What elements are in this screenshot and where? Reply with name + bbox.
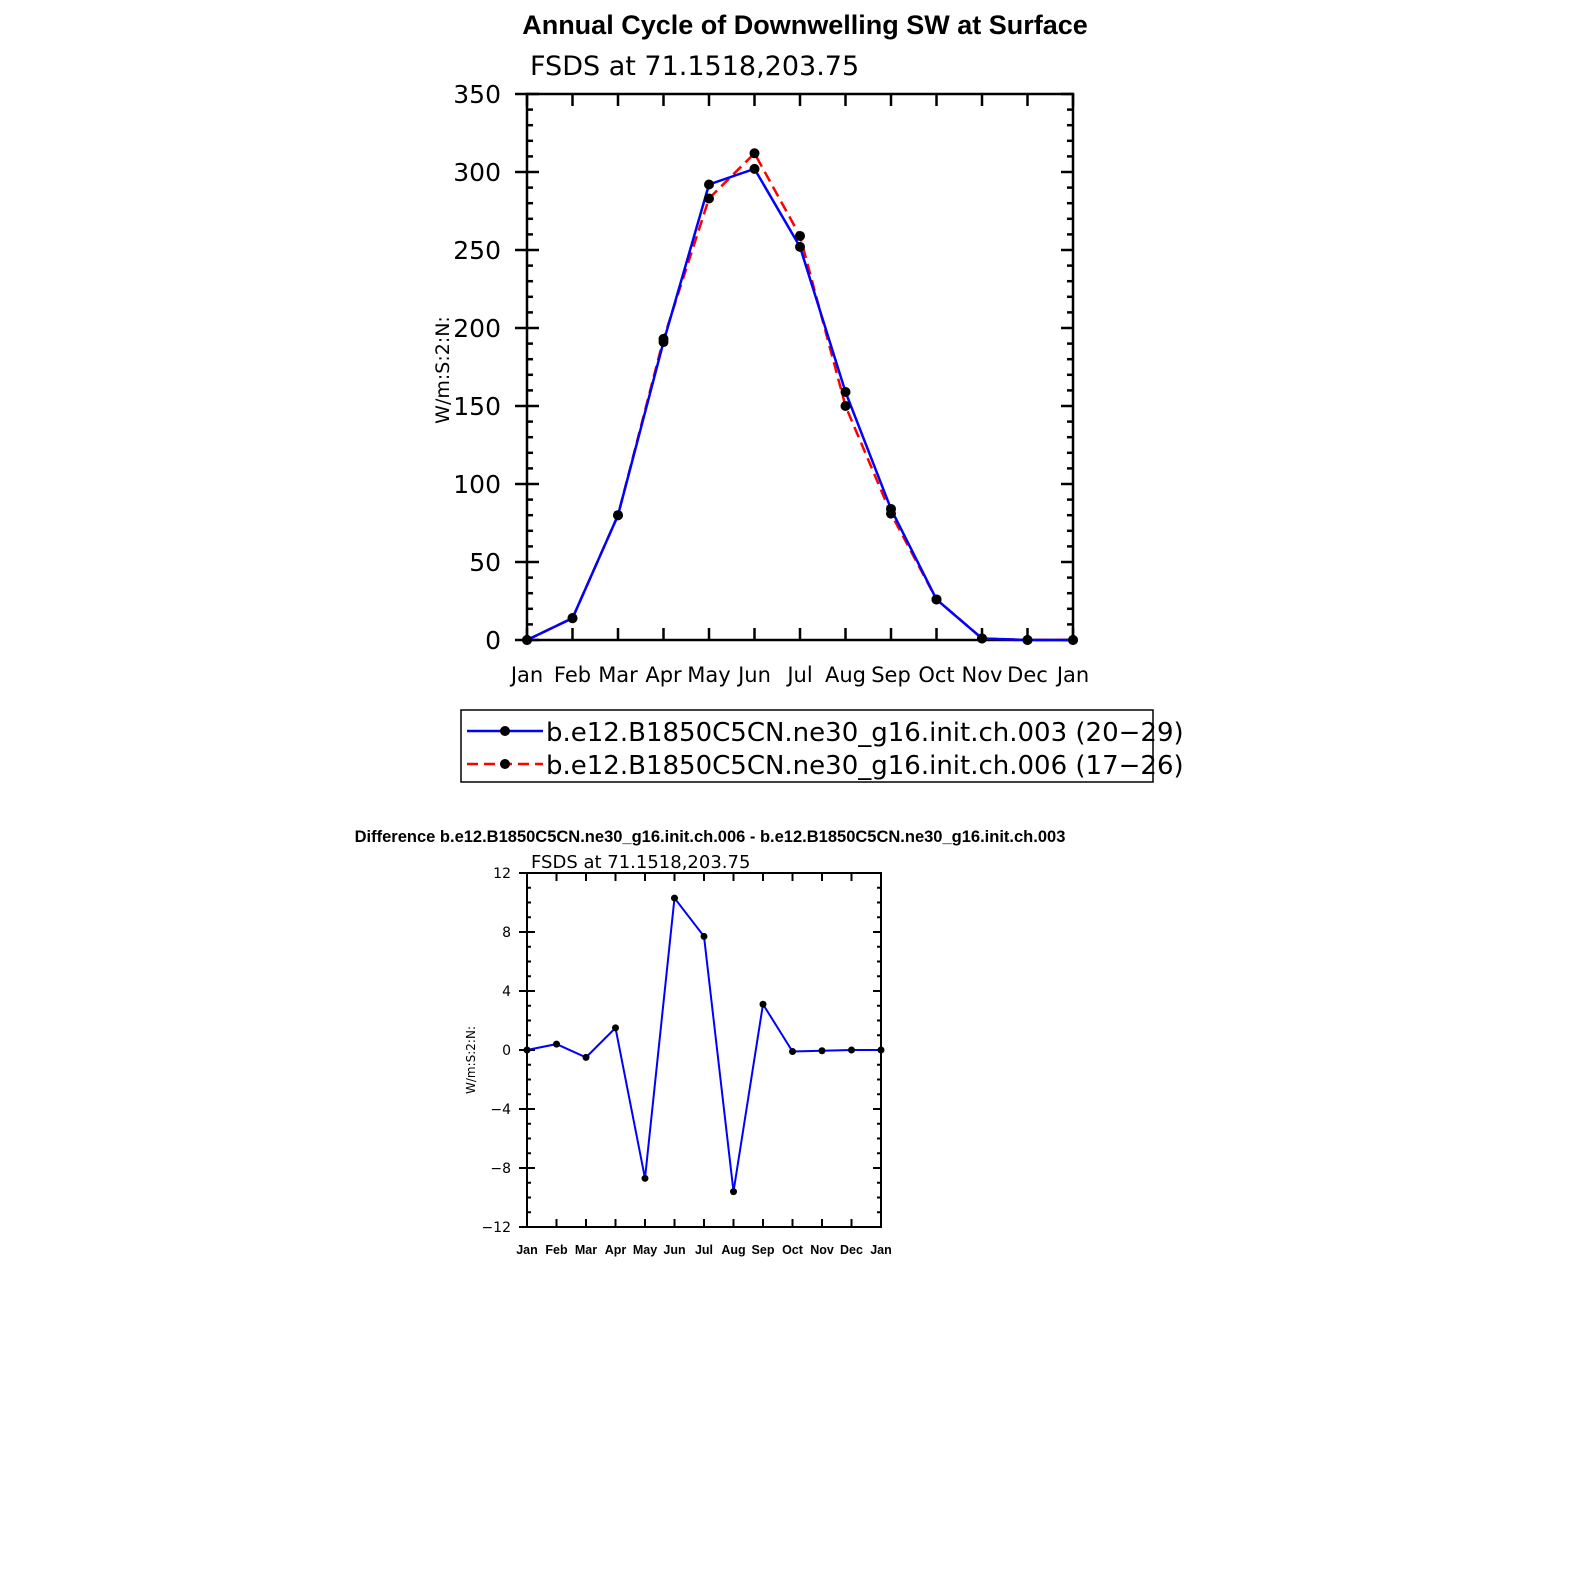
diff-y-tick-label: −4 — [490, 1102, 511, 1119]
diff-y-tick-label: −8 — [490, 1161, 511, 1178]
top-series-1-point — [704, 179, 714, 189]
top-y-tick-label: 200 — [453, 314, 501, 343]
legend-label-2: b.e12.B1850C5CN.ne30_g16.init.ch.006 (17−26) — [546, 751, 1184, 781]
diff-series-1-point — [553, 1041, 560, 1048]
legend-marker-1 — [500, 726, 510, 736]
top-series-2-point — [886, 509, 896, 519]
y-axis-label: W/m:S:2:N: — [432, 316, 454, 424]
top-y-tick-label: 100 — [453, 470, 501, 499]
legend-entry-1 — [467, 718, 1184, 748]
diff-series-1-point — [583, 1054, 590, 1061]
top-x-tick-label: Dec — [1007, 663, 1048, 687]
top-x-tick-label: Mar — [598, 663, 638, 687]
top-x-tick-label: Jan — [510, 663, 544, 687]
top-series-2-point — [1068, 635, 1078, 645]
top-x-tick-label: Oct — [918, 663, 955, 687]
top-plot-frame — [527, 94, 1073, 640]
top-series-2-point — [750, 148, 760, 158]
diff-x-tick-label: Nov — [810, 1243, 834, 1257]
top-y-tick-label: 350 — [453, 80, 501, 109]
diff-series-1-point — [642, 1175, 649, 1182]
top-x-tick-label: May — [687, 663, 731, 687]
chart-title: Annual Cycle of Downwelling SW at Surface — [522, 10, 1088, 40]
diff-series-1-point — [819, 1047, 826, 1054]
top-series-2-point — [841, 401, 851, 411]
difference-subtitle: FSDS at 71.1518,203.75 — [531, 852, 751, 873]
diff-x-tick-label: Sep — [751, 1243, 775, 1257]
top-series-2-point — [1023, 635, 1033, 645]
top-x-tick-label: Feb — [553, 663, 592, 687]
diff-series-1-point — [612, 1024, 619, 1031]
diff-x-tick-label: Mar — [574, 1243, 598, 1257]
chart-subtitle: FSDS at 71.1518,203.75 — [530, 51, 860, 82]
top-series-2-point — [704, 194, 714, 204]
diff-x-tick-label: Oct — [782, 1243, 803, 1257]
diff-x-tick-label: Apr — [604, 1243, 627, 1257]
top-series-2-point — [977, 633, 987, 643]
diff-x-tick-label: Jan — [870, 1243, 892, 1257]
top-y-tick-label: 150 — [453, 392, 501, 421]
difference-title: Difference b.e12.B1850C5CN.ne30_g16.init.ch.006 - b.e12.B1850C5CN.ne30_g16.init.ch.003 — [354, 828, 1066, 846]
diff-y-tick-label: −12 — [481, 1220, 511, 1237]
diff-x-tick-label: Jul — [694, 1243, 714, 1257]
diff-series-line-1 — [527, 898, 881, 1192]
top-series-line-2 — [527, 153, 1073, 640]
difference-plot-area — [481, 866, 891, 1257]
top-series-2-point — [613, 510, 623, 520]
top-series-1-point — [841, 387, 851, 397]
diff-y-tick-label: 4 — [502, 984, 511, 1001]
top-x-tick-label: Jan — [1056, 663, 1090, 687]
legend — [461, 710, 1184, 782]
top-y-tick-label: 300 — [453, 158, 501, 187]
diff-y-tick-label: 8 — [502, 925, 511, 942]
top-x-tick-label: Apr — [645, 663, 682, 687]
diff-x-tick-label: Aug — [721, 1243, 746, 1257]
diff-x-tick-label: Jun — [663, 1243, 686, 1257]
difference-y-axis-label: W/m:S:2:N: — [464, 1026, 478, 1094]
top-x-tick-label: Jun — [738, 663, 771, 687]
diff-series-1-point — [789, 1048, 796, 1055]
diff-x-tick-label: Dec — [840, 1243, 863, 1257]
top-x-tick-label: Jul — [787, 663, 813, 687]
legend-marker-2 — [500, 759, 510, 769]
diff-series-1-point — [524, 1047, 531, 1054]
diff-x-tick-label: Jan — [516, 1243, 538, 1257]
top-x-tick-label: Nov — [961, 663, 1003, 687]
top-series-1-point — [795, 242, 805, 252]
top-series-1-point — [750, 164, 760, 174]
diff-x-tick-label: May — [632, 1243, 658, 1257]
top-x-tick-label: Sep — [871, 663, 911, 687]
top-series-2-point — [659, 334, 669, 344]
diff-series-1-point — [760, 1001, 767, 1008]
top-y-tick-label: 250 — [453, 236, 501, 265]
top-y-tick-label: 0 — [485, 626, 501, 655]
diff-series-1-point — [878, 1047, 885, 1054]
diff-series-1-point — [848, 1047, 855, 1054]
top-series-2-point — [795, 231, 805, 241]
diff-y-tick-label: 12 — [493, 866, 511, 883]
top-series-2-point — [522, 635, 532, 645]
diff-series-1-point — [701, 933, 708, 940]
top-series-2-point — [568, 613, 578, 623]
legend-label-1: b.e12.B1850C5CN.ne30_g16.init.ch.003 (20−29) — [546, 718, 1184, 748]
top-y-tick-label: 50 — [469, 548, 501, 577]
top-series-2-point — [932, 594, 942, 604]
diff-series-1-point — [730, 1188, 737, 1195]
diff-y-tick-label: 0 — [502, 1043, 511, 1060]
top-plot-area — [453, 80, 1089, 687]
diff-series-1-point — [671, 895, 678, 902]
diff-x-tick-label: Feb — [545, 1243, 568, 1257]
top-x-tick-label: Aug — [824, 663, 867, 687]
legend-entry-2 — [467, 751, 1184, 781]
